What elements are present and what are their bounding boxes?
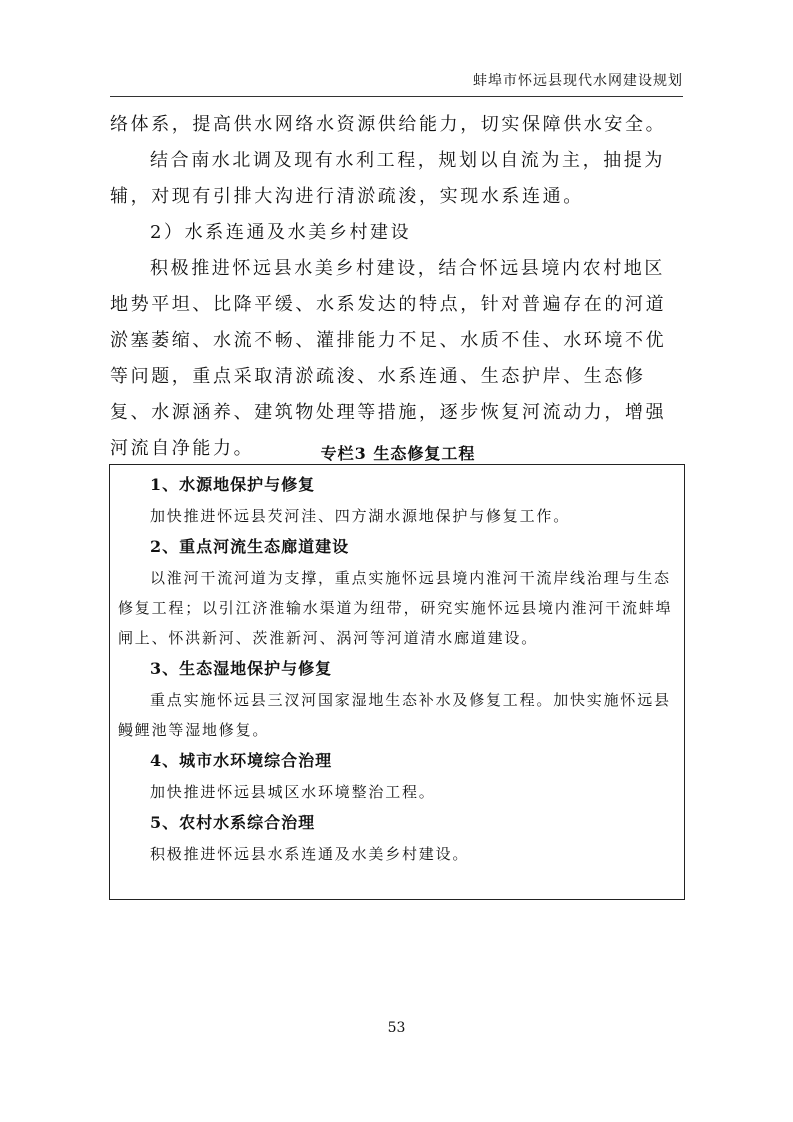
- box-item: [118, 531, 676, 653]
- box-item: [118, 807, 676, 869]
- box-item-text: 积极推进怀远县水系连通及水美乡村建设。: [150, 845, 470, 863]
- box-item-heading: 3、生态湿地保护与修复: [150, 659, 333, 678]
- page-number: 53: [387, 1020, 406, 1036]
- box-item-text: 加快推进怀远县芡河洼、四方湖水源地保护与修复工作。: [150, 507, 571, 525]
- box-item-heading: 5、农村水系综合治理: [150, 813, 316, 832]
- box-item-text: 加快推进怀远县城区水环境整治工程。: [150, 783, 436, 801]
- box-title: 专栏3 生态修复工程: [320, 444, 476, 463]
- box-item: [118, 469, 676, 531]
- feature-box: [109, 464, 685, 900]
- box-item-heading: 4、城市水环境综合治理: [150, 751, 333, 770]
- box-item: [118, 653, 676, 745]
- box-item-heading: 1、水源地保护与修复: [150, 475, 316, 494]
- box-item-text: 重点实施怀远县三汊河国家湿地生态补水及修复工程。加快实施怀远县鳗鲤池等湿地修复。: [118, 691, 671, 739]
- box-item-heading: 2、重点河流生态廊道建设: [150, 537, 350, 556]
- box-item-text: 以淮河干流河道为支撑，重点实施怀远县境内淮河干流岸线治理与生态修复工程；以引江济淮输水渠道为纽带，研究实施怀远县境内淮河干流蚌埠闸上、怀洪新河、茨淮新河、涡河等河道清水廊道建设。: [118, 569, 673, 647]
- body-paragraph-1: 络体系，提高供水网络水资源供给能力，切实保障供水安全。: [110, 114, 667, 135]
- section-heading: 2）水系连通及水美乡村建设: [150, 222, 412, 243]
- header-rule: [110, 96, 683, 97]
- body-paragraph-3: 积极推进怀远县水美乡村建设，结合怀远县境内农村地区地势平坦、比降平缓、水系发达的特点，针对普遍存在的河道淤塞萎缩、水流不畅、灌排能力不足、水质不佳、水环境不优等问题，重点采取清淤疏浚、水系连通、生态护岸、生态修复、水源涵养、建筑物处理等措施，逐步恢复河流动力，增强河流自净能力。: [110, 258, 667, 459]
- body-paragraph-2: 结合南水北调及现有水利工程，规划以自流为主，抽提为辅，对现有引排大沟进行清淤疏浚，实现水系连通。: [110, 150, 665, 207]
- box-item: [118, 745, 676, 807]
- running-header-title: 蚌埠市怀远县现代水网建设规划: [473, 73, 683, 89]
